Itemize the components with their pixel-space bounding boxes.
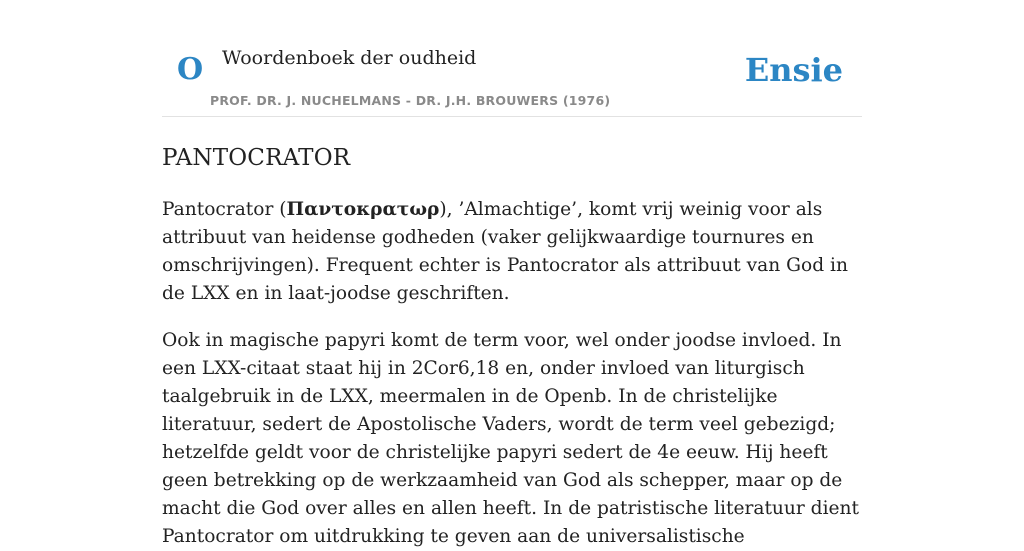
entry-paragraph-2: Ook in magische papyri komt de term voor, wel onder joodse invloed. In een LXX-citaat staat hij in 2Cor6,18 en, onder invloed van liturgisch taalgebruik in de LXX, meermalen in de Openb. In de christelijke literatuur, sedert de Apostolische Vaders, wordt de term veel gebezigd; hetzelfde geldt voor de christelijke papyri sedert de 4e eeuw. Hij heeft geen betrekking op de werkzaamheid van God als schepper, maar op de macht die God over alles en allen heeft. In de patristische literatuur dient Pantocrator om uitdrukking te geven aan de universalistische [162,330,859,547]
page-header [162,0,862,117]
entry-title: PANTOCRATOR [162,145,351,171]
book-title-link[interactable]: Woordenboek der oudheid [222,47,477,69]
letter-index-link[interactable]: O [177,52,204,87]
greek-term: Παντοκρατωρ [286,199,440,220]
page-container [162,0,862,551]
entry-paragraph-1 [162,196,862,308]
paragraph-1-text-start: Pantocrator ( [162,199,287,220]
book-authors: PROF. DR. J. NUCHELMANS - DR. J.H. BROUWERS (1976) [210,93,611,108]
ensie-logo-link[interactable]: Ensie [744,51,843,89]
paragraph-1-text-end: ), ’Almachtige’, komt vrij weinig voor als attribuut van heidense godheden (vaker gelijkwaardige tournures en omschrijvingen). Frequent echter is Pantocrator als attribuut van God in de LXX en in laat-joodse geschriften. [162,199,848,304]
